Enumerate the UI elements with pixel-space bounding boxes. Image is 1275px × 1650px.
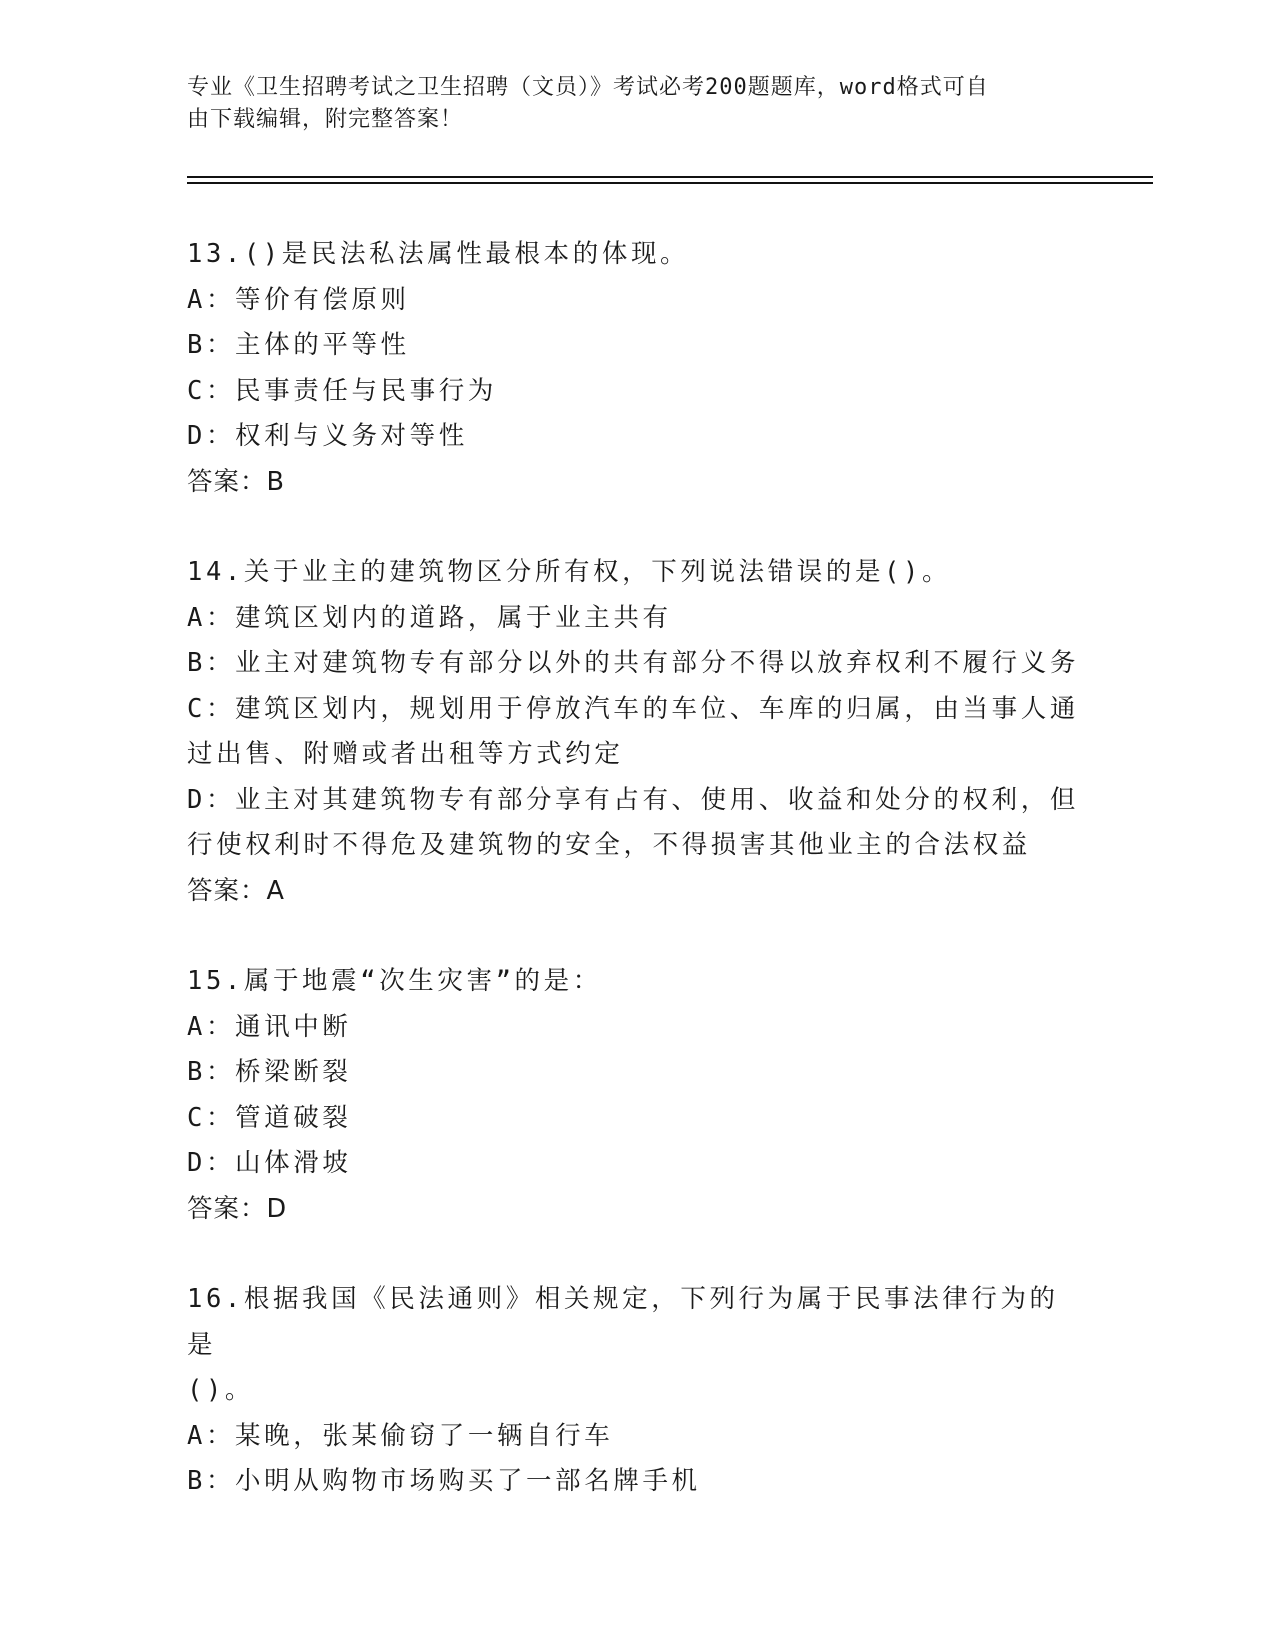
document-header [187, 72, 1067, 136]
header-line-1: 专业《卫生招聘考试之卫生招聘（文员）》考试必考200题题库，word格式可自 [187, 75, 989, 100]
correct-answer: 答案：A [187, 875, 285, 906]
question-block [187, 1277, 1087, 1505]
question-block [187, 550, 1087, 914]
answer-option: B：主体的平等性 [187, 330, 410, 360]
correct-answer: 答案：B [187, 466, 285, 497]
answer-option: A：建筑区划内的道路，属于业主共有 [187, 602, 672, 633]
answer-option: B：业主对建筑物专有部分以外的共有部分不得以放弃权利不履行义务 [187, 648, 1079, 678]
header-divider-top [187, 176, 1153, 178]
header-line-2: 由下载编辑，附完整答案！ [187, 107, 464, 132]
question-block [187, 959, 1087, 1232]
answer-option: D：山体滑坡 [187, 1148, 352, 1178]
answer-option: B：桥梁断裂 [187, 1057, 352, 1087]
answer-option: A：等价有偿原则 [187, 284, 410, 315]
question-list [187, 232, 1087, 1550]
answer-option: B：小明从购物市场购买了一部名牌手机 [187, 1466, 701, 1496]
answer-option: C：民事责任与民事行为 [187, 375, 497, 406]
question-block [187, 232, 1087, 505]
question-stem: ()。 [187, 1375, 255, 1405]
answer-option: 过出售、附赠或者出租等方式约定 [187, 739, 624, 769]
question-stem: 15.属于地震“次生灾害”的是： [187, 966, 602, 996]
answer-option: C：建筑区划内，规划用于停放汽车的车位、车库的归属，由当事人通 [187, 693, 1079, 724]
answer-option: C：管道破裂 [187, 1102, 352, 1133]
question-stem: 13.()是民法私法属性最根本的体现。 [187, 239, 690, 269]
answer-option: D：业主对其建筑物专有部分享有占有、使用、收益和处分的权利，但 [187, 784, 1079, 815]
correct-answer: 答案：D [187, 1193, 288, 1224]
question-stem: 14.关于业主的建筑物区分所有权，下列说法错误的是()。 [187, 557, 952, 587]
answer-option: 行使权利时不得危及建筑物的安全，不得损害其他业主的合法权益 [187, 830, 1031, 860]
answer-option: A：通讯中断 [187, 1011, 352, 1042]
question-stem: 16.根据我国《民法通则》相关规定，下列行为属于民事法律行为的是 [187, 1284, 1059, 1360]
answer-option: A：某晚，张某偷窃了一辆自行车 [187, 1420, 614, 1451]
answer-option: D：权利与义务对等性 [187, 421, 468, 451]
header-divider-bottom [187, 182, 1153, 184]
